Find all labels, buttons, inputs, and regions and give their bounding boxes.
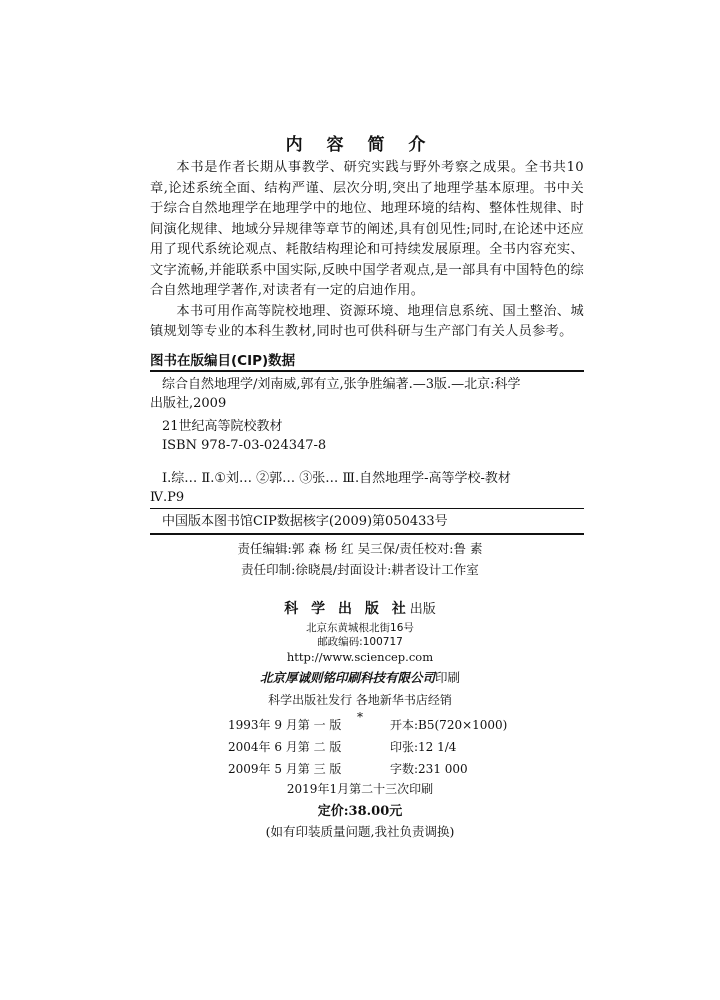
publisher-suffix: 出版 [409,602,436,617]
cip-block [150,375,582,507]
edition-row [228,736,528,758]
edition-table [228,714,528,780]
publisher-address: 北京东黄城根北街16号 [306,622,414,634]
publisher-postcode: 邮政编码:100717 [317,636,403,648]
printer-name: 北京厚诚则铭印刷科技有限公司 [259,670,435,685]
credits-line-1: 责任编辑:郭 森 杨 红 吴三保/责任校对:鲁 素 [237,541,483,556]
edition-date: 2009年 5 月第 三 版 [228,762,342,776]
edition-spec: 开本:B5(720×1000) [390,718,508,732]
quality-notice: (如有印装质量问题,我社负责调换) [265,824,455,839]
cip-bottom-rule [150,533,584,535]
cip-line-6: Ⅳ.P9 [150,490,185,505]
printing-info: 2019年1月第二十三次印刷 [286,782,434,796]
edition-spec: 印张:12 1/4 [390,740,457,754]
edition-row [228,714,528,736]
publisher-block [0,598,720,724]
cip-isbn: ISBN 978-7-03-024347-8 [162,438,327,453]
intro-body [150,158,584,343]
distribution: 科学出版社发行 各地新华书店经销 [268,693,452,707]
intro-paragraph-2: 本书可用作高等院校地理、资源环境、地理信息系统、国土整治、城镇规划等专业的本科生教材,同时也可供科研与生产部门有关人员参考。 [150,303,584,339]
cip-top-rule [150,370,584,372]
printer-suffix: 印刷 [435,670,461,685]
cip-line-5: Ⅰ.综… Ⅱ.①刘… ②郭… ③张… Ⅲ.自然地理学-高等学校-教材 [162,471,511,486]
cip-record: 中国版本图书馆CIP数据核字(2009)第050433号 [162,514,448,529]
edition-date: 1993年 9 月第 一 版 [228,718,342,732]
intro-title: 内 容 简 介 [285,135,435,155]
cip-line-1: 综合自然地理学/刘南威,郭有立,张争胜编著.—3版.—北京:科学 [162,377,521,392]
cip-line-3: 21世纪高等院校教材 [162,419,283,434]
edition-date: 2004年 6 月第 二 版 [228,740,342,754]
publisher-name: 科 学 出 版 社 [284,601,410,617]
separator-star: * [357,710,363,724]
cip-heading: 图书在版编目(CIP)数据 [150,353,296,369]
cip-line-2: 出版社,2009 [150,396,227,411]
cip-middle-rule [150,508,584,509]
credits-line-2: 责任印制:徐晓晨/封面设计:耕者设计工作室 [241,562,479,577]
price: 定价:38.00元 [317,804,403,819]
edition-spec: 字数:231 000 [390,762,468,776]
intro-paragraph-1: 本书是作者长期从事教学、研究实践与野外考察之成果。全书共10章,论述系统全面、结构严谨、层次分明,突出了地理学基本原理。书中关于综合自然地理学在地理学中的地位、地理环境的结构、整体性规律、时间演化规律、地域分异规律等章节的阐述,具有创见性;同时,在论述中还应用了现代系统论观点、耗散结构理论和可持续发展原理。全书内容充实、文字流畅,并能联系中国实际,反映中国学者观点,是一部具有中国特色的综合自然地理学著作,对读者有一定的启迪作用。 [150,160,584,298]
credits [0,538,720,580]
publisher-url: http://www.sciencep.com [286,650,434,664]
edition-row [228,758,528,780]
